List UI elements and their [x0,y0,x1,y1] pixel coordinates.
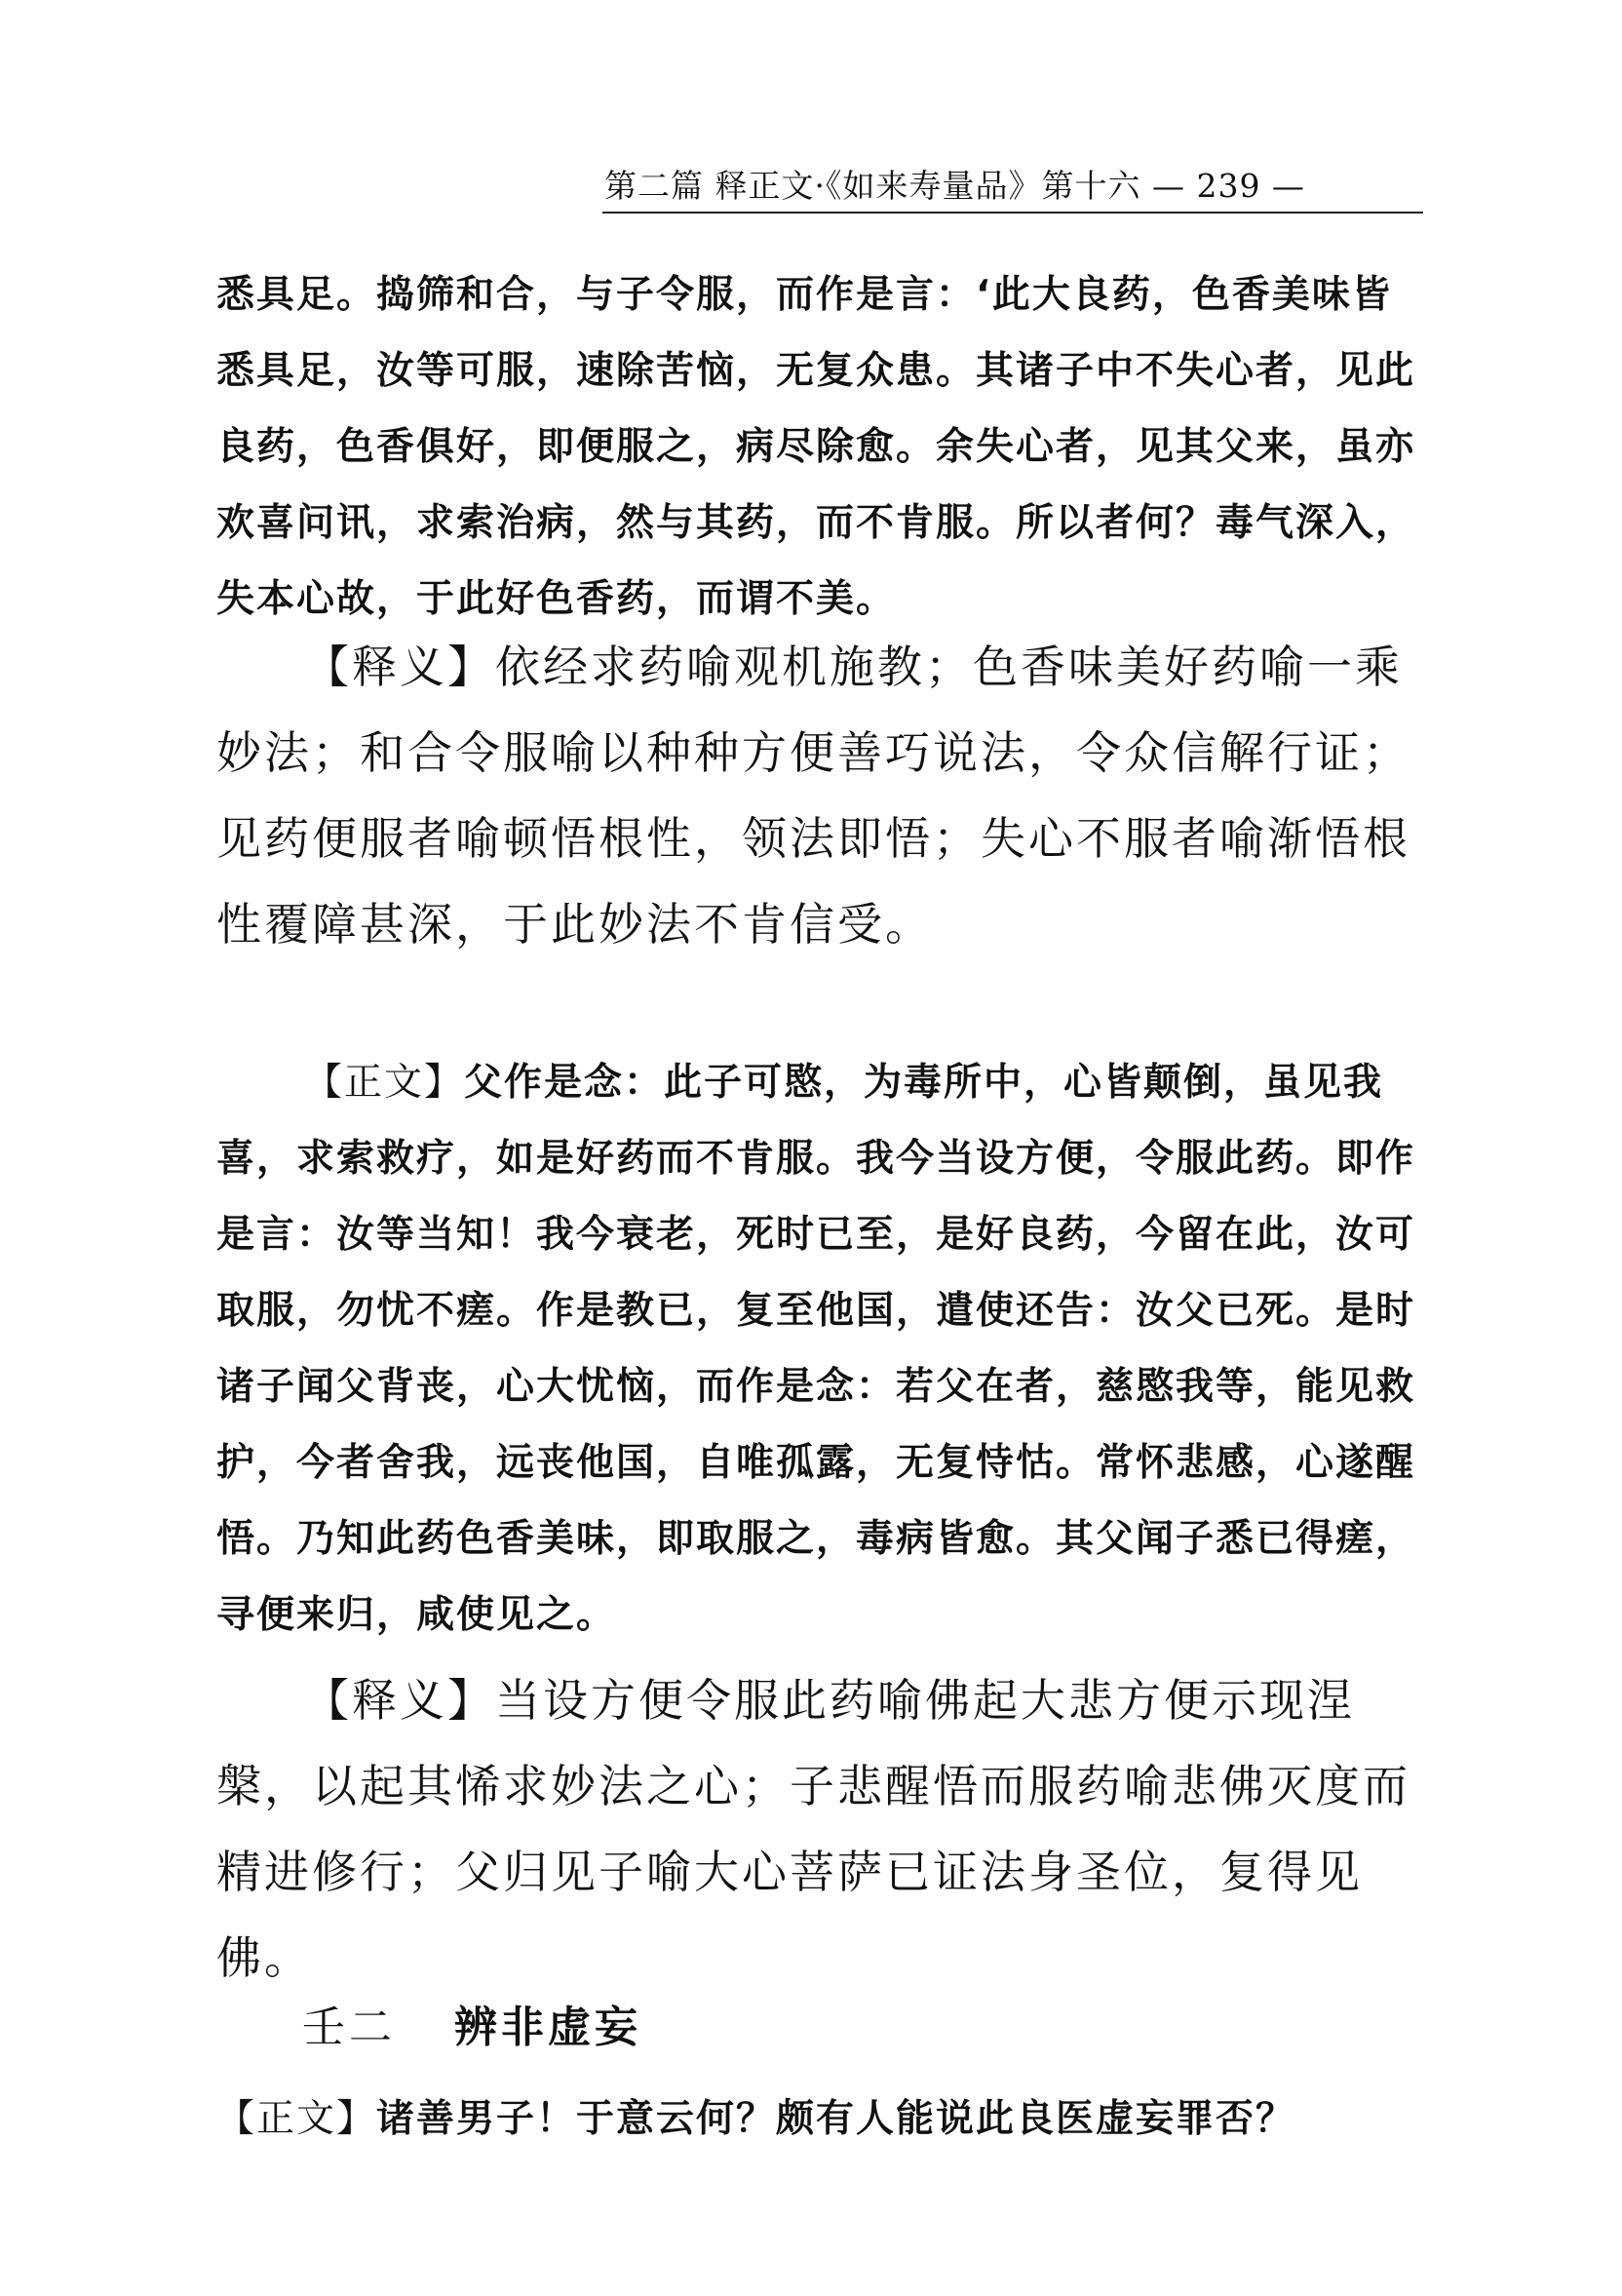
commentary-text [216,624,1425,967]
sutra-text [216,1045,1425,1654]
commentary-text [216,1657,1425,2001]
sutra-body: 父作是念：此子可愍，为毒所中，心皆颠倒，虽见我喜，求索救疗，如是好药而不肯服。我今当设方便，令服此药。即作是言：汝等当知！我今衰老，死时已至，是好良药，今留在此，汝可取服，勿忧不瘥。作是教已，复至他国，遣使还告：汝父已死。是时诸子闻父背丧，心大忧恼，而作是念：若父在者，慈愍我等，能见救护，今者舍我，远丧他国，自唯孤露，无复恃怙。常怀悲感，心遂醒悟。乃知此药色香美味，即取服之，毒病皆愈。其父闻子悉已得瘥，寻便来归，咸使见之。 [216,1061,1416,1637]
sutra-text: 悉具足。捣筛和合，与子令服，而作是言：‘此大良药，色香美味皆悉具足，汝等可服，速除苦恼，无复众患。其诸子中不失心者，见此良药，色香俱好，即便服之，病尽除愈。余失心者，见其父来，虽亦欢喜问讯，求索治病，然与其药，而不肯服。所以者何？毒气深入，失本心故，于此好色香药，而谓不美。 [216,273,1416,621]
section-number: 壬二 [302,2003,396,2052]
running-header: 第二篇 释正文·《如来寿量品》第十六 — 239 — [604,167,1305,205]
header-rule [602,212,1423,214]
paragraph-commentary-2 [216,1657,1425,2001]
paragraph-commentary-1 [216,624,1425,967]
commentary-tag: 【释义】 [304,1674,495,1727]
sutra-tag: 【正文】 [216,2097,377,2141]
paragraph-sutra-3 [216,2082,1425,2158]
commentary-tag: 【释义】 [304,641,495,693]
sutra-tag: 【正文】 [304,1061,465,1105]
sutra-text [216,2082,1425,2158]
section-title: 辨非虚妄 [454,2003,641,2052]
commentary-body: 依经求药喻观机施教；色香味美好药喻一乘妙法；和合令服喻以种种方便善巧说法，令众信解行证；见药便服者喻顿悟根性，领法即悟；失心不服者喻渐悟根性覆障甚深，于此妙法不肯信受。 [216,641,1410,951]
paragraph-sutra-1 [216,257,1425,638]
sutra-body: 诸善男子！于意云何？颇有人能说此良医虚妄罪否？ [376,2097,1296,2141]
commentary-body: 当设方便令服此药喻佛起大悲方便示现涅槃，以起其悕求妙法之心；子悲醒悟而服药喻悲佛灭度而精进修行；父归见子喻大心菩萨已证法身圣位，复得见佛。 [216,1674,1410,1984]
paragraph-sutra-2 [216,1045,1425,1654]
section-heading [302,1999,641,2057]
